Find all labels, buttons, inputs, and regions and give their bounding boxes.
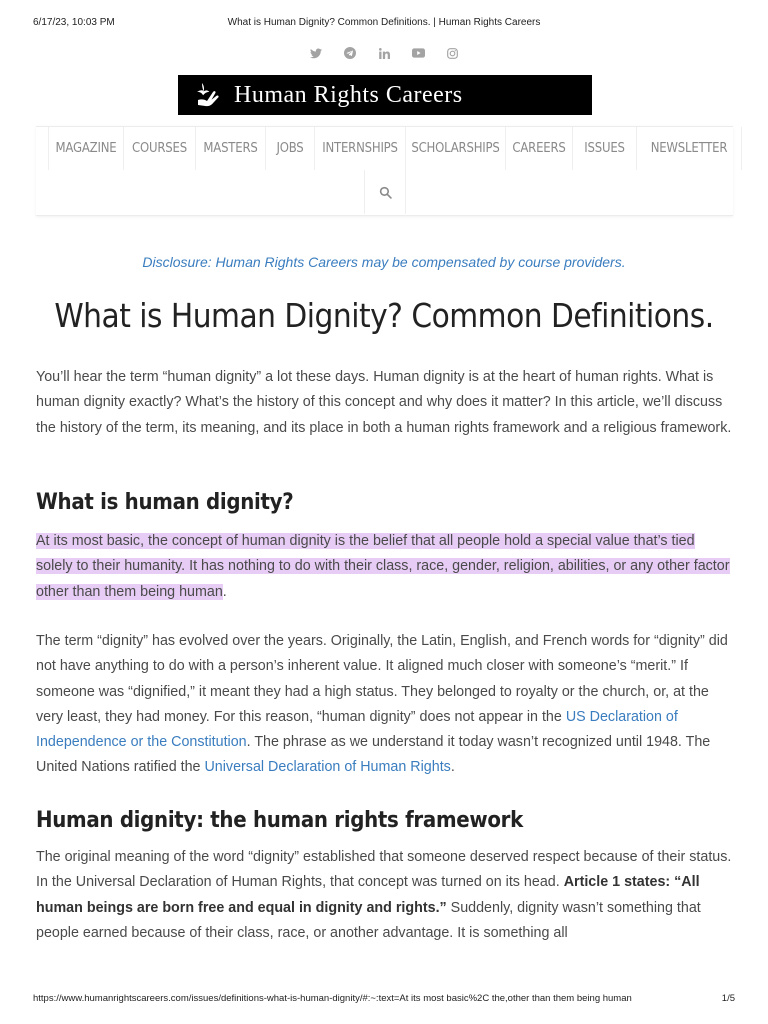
linkedin-icon[interactable] [377,46,391,60]
section2-heading: Human dignity: the human rights framework [36,808,524,833]
nav-item-careers[interactable]: CAREERS [506,127,573,170]
main-navigation [36,126,733,216]
print-page-title: What is Human Dignity? Common Definitions. | Human Rights Careers [227,17,541,28]
section2-body [36,845,733,946]
section1-heading: What is human dignity? [36,490,294,515]
highlighted-paragraph [36,529,733,605]
section1-body [36,529,733,605]
twitter-icon[interactable] [309,46,323,60]
print-url: https://www.humanrightscareers.com/issues/definitions-what-is-human-dignity/#:~:text=At its most basic%2C the,other than them being human [33,993,632,1004]
article-intro [36,365,733,441]
section-what-is-dignity [36,490,733,515]
nav-item-jobs[interactable]: JOBS [266,127,315,170]
social-links [0,46,768,62]
print-page-number: 1/5 [721,993,735,1004]
print-datetime: 6/17/23, 10:03 PM [33,17,115,28]
framework-text-b: Suddenly, dignity wasn’t something that people earned because of their class, race, or another advantage. It is something all [36,899,701,941]
logo-text: Human Rights Careers [234,81,463,108]
history-text-a: The term “dignity” has evolved over the years. Originally, the Latin, English, and French words for “dignity” did not have anything to do with a person’s inherent value. It aligned much closer with someone’s “merit.” If someone was “dignified,” it meant they had a high status. They belonged to royalty or the church, or, at the very least, they had money. For this reason, “human dignity” does not appear in the [36,633,728,725]
framework-paragraph [36,845,733,946]
print-footer [0,993,768,1007]
hand-bird-logo-icon [178,75,222,115]
print-header [0,17,768,31]
intro-paragraph: You’ll hear the term “human dignity” a lot these days. Human dignity is at the heart of human rights. What is human dignity exactly? What’s the history of this concept and why does it matter? In this article, we’ll discuss the history of the term, its meaning, and its place in both a human rights framework and a religious framework. [36,369,732,436]
nav-items [48,127,742,170]
history-paragraph [36,629,733,781]
article-title: What is Human Dignity? Common Definitions. [54,296,714,335]
history-text-b: . The phrase as we understand it today wasn’t recognized until 1948. The United Nations ratified the [36,734,711,776]
nav-item-courses[interactable]: COURSES [124,127,196,170]
search-icon [379,186,392,199]
nav-item-masters[interactable]: MASTERS [196,127,266,170]
search-button[interactable] [364,170,406,214]
section-framework [36,808,733,833]
site-logo[interactable] [178,75,592,115]
nav-item-newsletter[interactable]: NEWSLETTER [637,127,742,170]
section1-history [36,629,733,781]
highlight-end: . [222,583,227,600]
udhr-link[interactable]: Universal Declaration of Human Rights [204,759,451,776]
article1-quote: Article 1 states: “All human beings are born free and equal in dignity and rights.” [36,874,700,916]
nav-item-scholarships[interactable]: SCHOLARSHIPS [406,127,506,170]
nav-item-magazine[interactable]: MAGAZINE [49,127,124,170]
telegram-icon[interactable] [343,46,357,60]
nav-item-issues[interactable]: ISSUES [573,127,637,170]
instagram-icon[interactable] [445,46,459,60]
highlighted-text: At its most basic, the concept of human dignity is the belief that all people hold a special value that’s tied solely to their humanity. It has nothing to do with their class, race, gender, religion, abilities, or any other factor other than them being human [36,533,730,600]
disclosure-text: Disclosure: Human Rights Careers may be compensated by course providers. [142,254,626,270]
framework-text-a: The original meaning of the word “dignity” established that someone deserved respect because of their status. In the Universal Declaration of Human Rights, that concept was turned on its head. [36,849,732,891]
us-declaration-link[interactable]: US Declaration of Independence or the Constitution [36,708,678,751]
nav-item-internships[interactable]: INTERNSHIPS [315,127,406,170]
youtube-icon[interactable] [411,46,425,60]
history-text-c: . [450,759,455,776]
